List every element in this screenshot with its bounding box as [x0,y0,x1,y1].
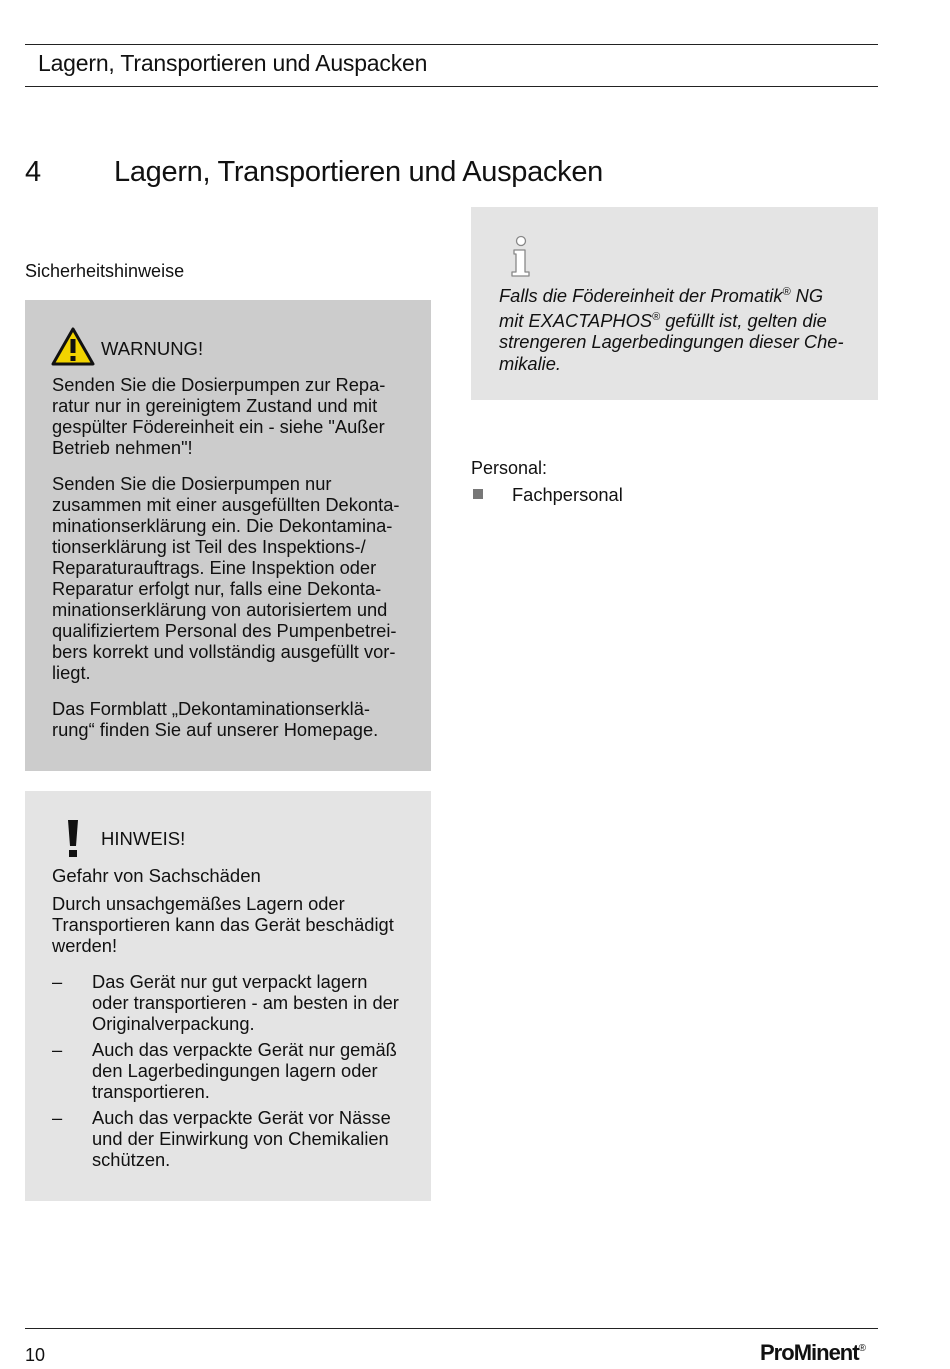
chapter-number: 4 [25,156,41,188]
info-icon [508,235,534,279]
dash-bullet: – [52,1039,63,1060]
dash-bullet: – [52,971,63,992]
square-bullet-icon [473,489,483,499]
footer-rule [25,1328,878,1329]
dash-bullet: – [52,1107,63,1128]
notice-label: HINWEIS! [101,828,186,849]
warning-paragraph-2: Senden Sie die Dosierpumpen nur zusammen mit einer ausgefüllten Dekonta- minationserklärung ein. Die Dekontamina- tionserklärung ist Teil des Inspektions-/ Reparaturauftrags. Eine Inspektion oder Reparatur erfolgt nur, falls eine Dekonta- minationserklärung von autorisiertem und qualifiziertem Personal des Pumpenbetrei- bers korrekt und vollständig ausgefüllt vor- liegt. [52,473,400,683]
header-bottom-rule [25,86,878,87]
notice-subtitle: Gefahr von Sachschäden [52,865,261,886]
warning-paragraph-1: Senden Sie die Dosierpumpen zur Repa- ratur nur in gereinigtem Zustand und mit gespülter Födereinheit ein - siehe "Außer Betrieb nehmen"! [52,374,386,458]
prominent-logo: ProMinent® [760,1340,865,1365]
notice-box: HINWEIS! Gefahr von Sachschäden Durch unsachgemäßes Lagern oder Transportieren kann das Gerät beschädigt werden! – Das Gerät nur gut verpackt lagern oder transportieren - am besten in der Originalverpackung. – Auch das verpackte Gerät nur gemäß den Lagerbedingungen lagern oder transportieren. – Auch das verpackte Gerät vor Nässe und der Einwirkung von Chemikalien schützen. [25,791,431,1201]
running-header-title: Lagern, Transportieren und Auspacken [38,50,428,76]
personnel-item: Fachpersonal [512,484,623,505]
warning-paragraph-3: Das Formblatt „Dekontaminationserklä- rung“ finden Sie auf unserer Homepage. [52,698,379,740]
page-number: 10 [25,1345,46,1365]
info-box [471,207,878,400]
safety-heading: Sicherheitshinweise [25,261,185,281]
warning-label: WARNUNG! [101,338,204,359]
chapter-title: Lagern, Transportieren und Auspacken [114,156,603,188]
exclamation-icon [66,819,80,859]
info-text: Falls die Födereinheit der Promatik® NG mit EXACTAPHOS® gefüllt ist, gelten die strengeren Lagerbedingungen dieser Che- mikalie. [499,285,844,374]
personnel-heading: Personal: [471,458,548,478]
warning-box [25,300,431,771]
notice-intro: Durch unsachgemäßes Lagern oder Transportieren kann das Gerät beschädigt werden! [52,893,394,956]
warning-triangle-icon [51,327,95,367]
header-top-rule [25,44,878,45]
